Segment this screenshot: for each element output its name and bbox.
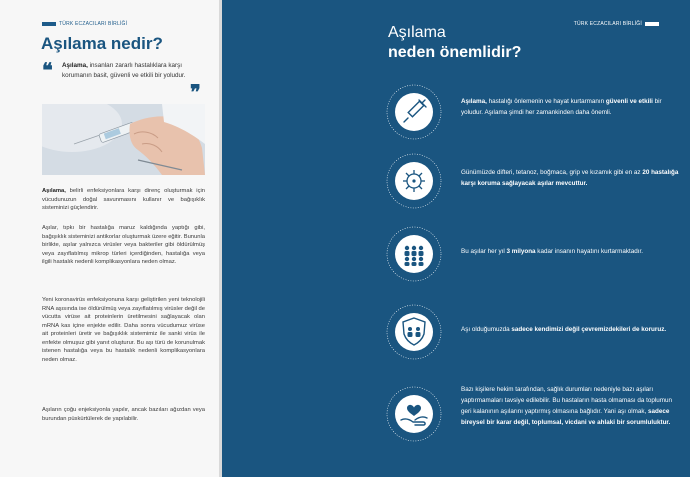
left-page [0, 0, 222, 477]
benefit-text-5: Bazı kişilere hekim tarafından, sağlık durumları nedeniyle bazı aşıları yaptırmamaları tavsiye edilebilir. Bu hastaların hasta olmaması da toplumun geri kalanının aşılarını yaptırmış olmasına bağlıdır. Yani aşı olmak, sadece bireysel bir karar değil, toplumsal, vicdani ve ahlaki bir sorumluluktur. [461, 386, 673, 426]
syringe-icon [386, 84, 442, 140]
hands-heart-icon [386, 386, 442, 442]
pull-quote [62, 61, 202, 80]
benefit-item-4 [386, 304, 676, 360]
p1-text: belirli enfeksiyonlara karşı direnç oluşturmak için vücudunuzun doğal savunmasını kullanır ve bağışıklık sisteminizi güçlendirir. [42, 188, 205, 211]
section-title-line2: neden önemlidir? [388, 44, 522, 61]
body-paragraph-1 [42, 187, 205, 213]
right-page [222, 0, 690, 477]
org-header-right [574, 21, 659, 27]
virus-icon [386, 153, 442, 209]
org-bar [42, 22, 56, 26]
shield-people-icon [386, 304, 442, 360]
org-name: TÜRK ECZACILARI BİRLİĞİ [59, 21, 128, 27]
benefit-item-1 [386, 84, 676, 140]
quote-text: insanları zararlı hastalıklara karşı korumanın basit, güvenli ve etkili bir yoludur. [62, 62, 186, 79]
p1-bold: Aşılama, [42, 188, 66, 194]
benefit-item-5 [386, 386, 676, 442]
page-title: Aşılama nedir? [41, 34, 163, 53]
section-title-line1: Aşılama [388, 24, 446, 41]
benefit-text-1: Aşılama, hastalığı önlemenin ve hayat kurtarmanın güvenli ve etkili bir yoludur. Aşılama şimdi her zamankinden daha önemli. [461, 98, 662, 116]
body-paragraph-2: Aşılar, tıpkı bir hastalığa maruz kaldığında yaptığı gibi, bağışıklık sisteminizi antikorlar oluşturmak üzere eğitir. Bununla birlikte, aşılar yalnızca virüsler veya bakteriler gibi öldürülmüş veya zayıflatılmış mikrop türleri içerdiğinden, hastalığa veya ilgili hastalık nedenli komplikasyonlara neden olmaz. [42, 225, 205, 265]
org-header-left [42, 21, 127, 27]
benefit-text-3: Bu aşılar her yıl 3 milyona kadar insanın hayatını kurtarmaktadır. [461, 248, 643, 255]
org-name: TÜRK ECZACILARI BİRLİĞİ [573, 21, 642, 27]
benefit-text-2: Günümüzde difteri, tetanoz, boğmaca, grip ve kızamık gibi en az 20 hastalığa karşı koruma sağlayacak aşılar mevcuttur. [461, 169, 679, 187]
quote-bold: Aşılama, [62, 62, 88, 69]
benefit-item-2 [386, 153, 679, 209]
vaccine-photo [42, 104, 205, 175]
open-quote-icon: ❝ [42, 58, 53, 82]
people-icon [386, 226, 442, 282]
benefit-item-3 [386, 226, 676, 282]
org-bar [645, 22, 659, 26]
benefit-text-4: Aşı olduğumuzda sadece kendimizi değil çevremizdekileri de koruruz. [461, 326, 667, 333]
body-paragraph-3: Yeni koronavirüs enfeksiyonuna karşı geliştirilen yeni teknolojili RNA aşısında ise öldürülmüş veya zayıflatılmış virüsler değil de vücutta virüse ait proteinlerin üretilmesini sağlayacak olan mRNA kas içine enjekte edilir. Daha sonra vücudumuz virüse ait proteinleri üretir ve bağışıklık sistemimiz ile sanki virüs ile enfekte olmuşuz gibi yanıt oluşturur. Bu aşı türü de korunulmak istenen hastalığa veya bu hastalık nedenli komplikasyonlara neden olmaz. [42, 297, 205, 363]
close-quote-icon: ❞ [190, 80, 201, 104]
body-paragraph-4: Aşıların çoğu enjeksiyonla yapılır, ancak bazıları ağızdan veya burundan püskürtülerek de yapılabilir. [42, 407, 205, 422]
